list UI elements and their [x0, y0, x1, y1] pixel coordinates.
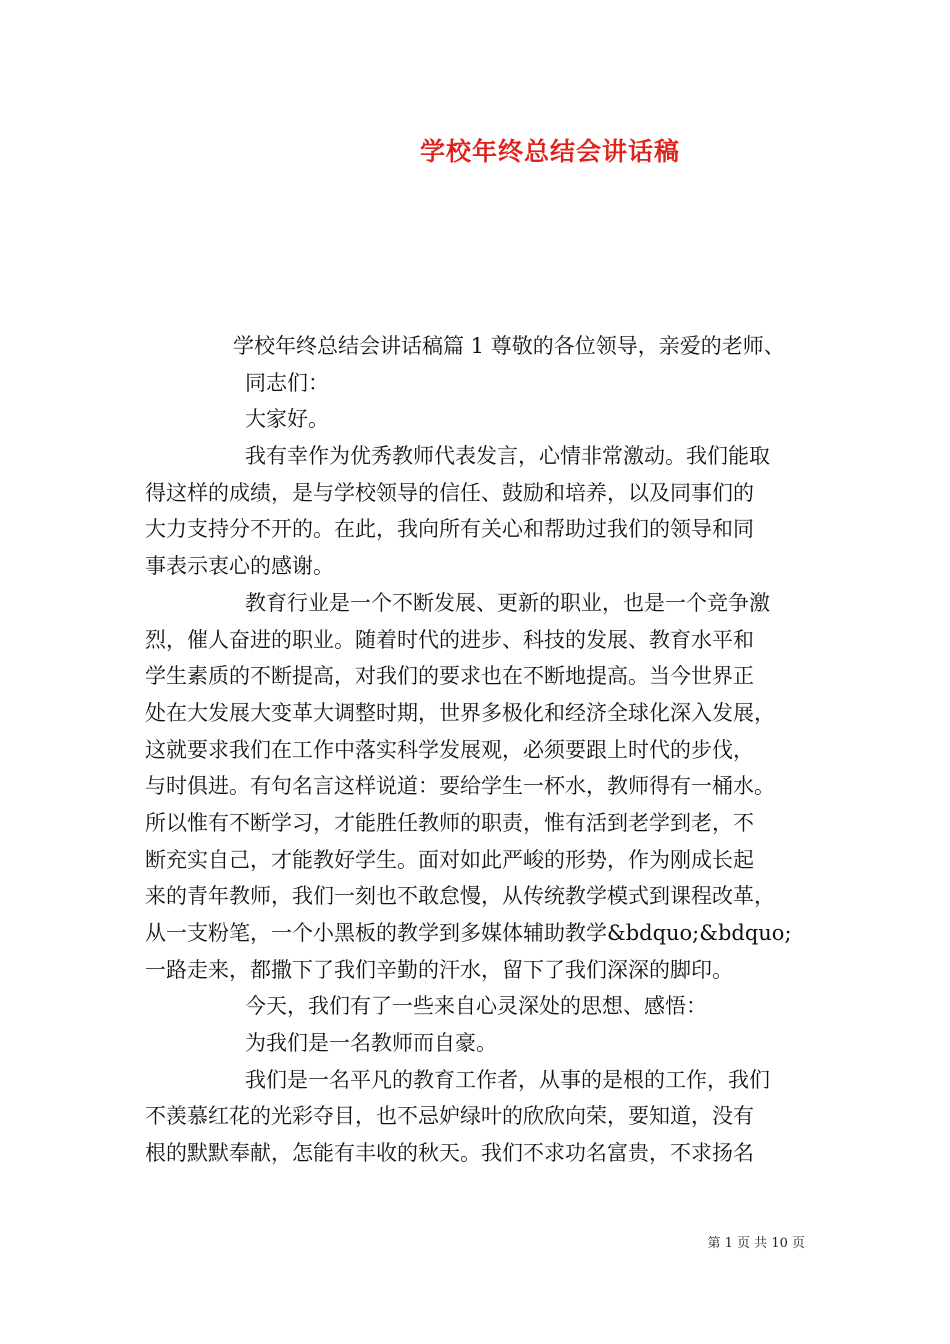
text-line: 处在大发展大变革大调整时期，世界多极化和经济全球化深入发展， [145, 700, 775, 725]
text-line: 根的默默奉献，怎能有丰收的秋天。我们不求功名富贵，不求扬名 [145, 1141, 754, 1166]
text-line: 为我们是一名教师而自豪。 [245, 1031, 497, 1056]
page-title: 学校年终总结会讲话稿 [419, 137, 680, 166]
text-line: 大力支持分不开的。在此，我向所有关心和帮助过我们的领导和同 [145, 517, 754, 542]
text-line: 一路走来，都撒下了我们辛勤的汗水，留下了我们深深的脚印。 [145, 957, 733, 982]
text-line: 大家好。 [245, 407, 329, 432]
text-line: 今天，我们有了一些来自心灵深处的思想、感悟： [245, 994, 707, 1019]
document-body [145, 328, 825, 1172]
text-line: 事表示衷心的感谢。 [145, 554, 334, 579]
text-line: 学校年终总结会讲话稿篇 1 尊敬的各位领导，亲爱的老师、 [233, 334, 785, 358]
text-line: 与时俱进。有句名言这样说道：要给学生一杯水，教师得有一桶水。 [145, 774, 775, 799]
text-line: 从一支粉笔，一个小黑板的教学到多媒体辅助教学&bdquo;&bdquo; [145, 921, 792, 945]
text-line: 来的青年教师，我们一刻也不敢怠慢，从传统教学模式到课程改革， [145, 884, 775, 909]
text-line: 教育行业是一个不断发展、更新的职业，也是一个竞争激 [245, 590, 770, 615]
text-line: 烈，催人奋进的职业。随着时代的进步、科技的发展、教育水平和 [145, 627, 754, 652]
page-number-footer: 第 1 页 共 10 页 [707, 1236, 805, 1251]
text-line: 不羡慕红花的光彩夺目，也不忌妒绿叶的欣欣向荣，要知道，没有 [145, 1104, 754, 1129]
text-line: 学生素质的不断提高，对我们的要求也在不断地提高。当今世界正 [145, 664, 754, 689]
text-line: 断充实自己，才能教好学生。面对如此严峻的形势，作为刚成长起 [145, 847, 754, 872]
text-line: 我们是一名平凡的教育工作者，从事的是根的工作，我们 [245, 1067, 770, 1092]
text-line: 得这样的成绩，是与学校领导的信任、鼓励和培养，以及同事们的 [145, 480, 754, 505]
text-line: 我有幸作为优秀教师代表发言，心情非常激动。我们能取 [245, 444, 770, 469]
text-line: 同志们： [245, 370, 329, 395]
text-line: 这就要求我们在工作中落实科学发展观，必须要跟上时代的步伐， [145, 737, 754, 762]
text-line: 所以惟有不断学习，才能胜任教师的职责，惟有活到老学到老，不 [145, 810, 754, 835]
